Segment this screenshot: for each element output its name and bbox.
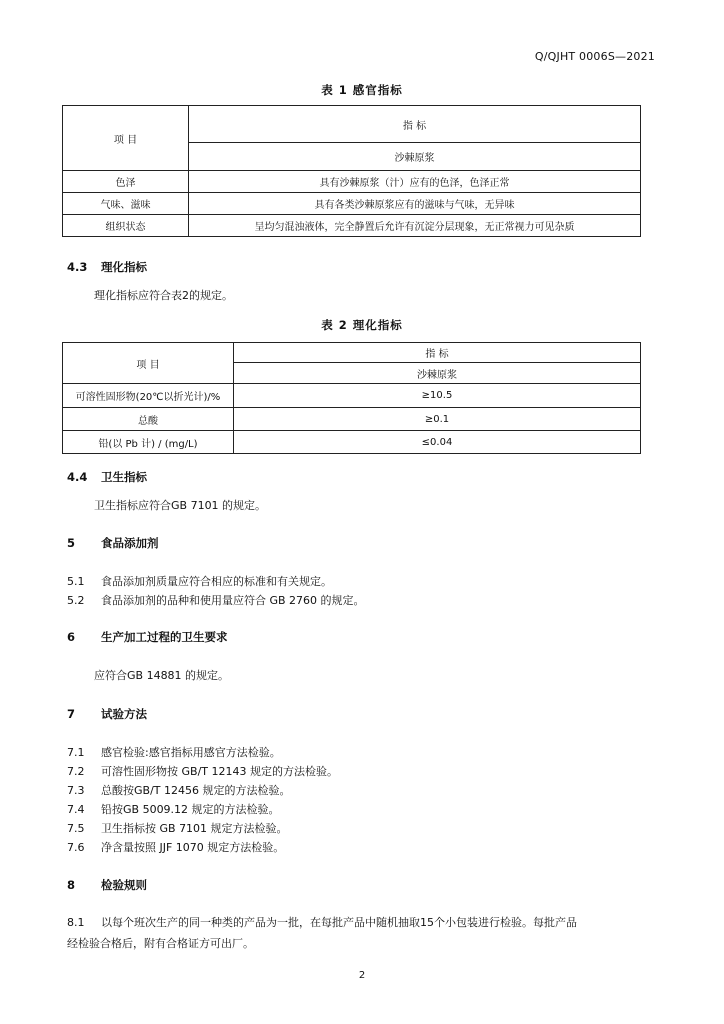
- list-item: [67, 782, 290, 798]
- section-7-heading: [67, 706, 147, 722]
- standard-code: Q/QJHT 0006S—2021: [534, 50, 655, 63]
- section-title: 食品添加剂: [101, 536, 159, 550]
- table-row: [63, 408, 641, 431]
- item-text: 卫生指标按 GB 7101 规定方法检验。: [101, 822, 288, 835]
- table2-cell-item: 可溶性固形物(20℃以折光计)/%: [63, 384, 234, 408]
- item-number: 7.1: [67, 746, 85, 759]
- section-title: 试验方法: [101, 707, 147, 721]
- item-number: 8.1: [67, 916, 85, 929]
- list-item: [67, 763, 338, 779]
- table2-cell-value: ≤0.04: [234, 431, 641, 454]
- section-number: 4.4: [67, 470, 88, 484]
- table1-cell-value: 具有各类沙棘原浆应有的滋味与气味，无异味: [189, 193, 641, 215]
- table-row: [63, 431, 641, 454]
- item-text: 净含量按照 JJF 1070 规定方法检验。: [101, 841, 285, 854]
- section-4-4-heading: [67, 469, 147, 485]
- section-title: 生产加工过程的卫生要求: [101, 630, 228, 644]
- section-number: 6: [67, 630, 76, 644]
- table1-cell-value: 具有沙棘原浆（汁）应有的色泽，色泽正常: [189, 171, 641, 193]
- item-text: 以每个班次生产的同一种类的产品为一批，在每批产品中随机抽取15个小包装进行检验。每批产品: [101, 916, 577, 929]
- table-row: [63, 215, 641, 237]
- section-6-text: 应符合GB 14881 的规定。: [94, 669, 230, 682]
- item-text: 可溶性固形物按 GB/T 12143 规定的方法检验。: [101, 765, 338, 778]
- item-number: 7.4: [67, 803, 85, 816]
- section-4-3-heading: [67, 259, 147, 275]
- item-number: 7.5: [67, 822, 85, 835]
- item-text: 食品添加剂质量应符合相应的标准和有关规定。: [101, 575, 332, 588]
- table1-cell-item: 色泽: [63, 171, 189, 193]
- list-item: [67, 820, 288, 836]
- section-6-heading: [67, 629, 228, 645]
- table2-header-item: 项 目: [63, 343, 234, 384]
- item-number: 7.3: [67, 784, 85, 797]
- table2-header-sub: 沙棘原浆: [234, 363, 641, 384]
- item-text: 总酸按GB/T 12456 规定的方法检验。: [101, 784, 291, 797]
- list-item: [67, 839, 284, 855]
- item-text: 铅按GB 5009.12 规定的方法检验。: [101, 803, 280, 816]
- table2-cell-value: ≥10.5: [234, 384, 641, 408]
- section-number: 4.3: [67, 260, 88, 274]
- section-8-1-line2: 经检验合格后，附有合格证方可出厂。: [67, 937, 254, 950]
- table2-physicochemical: [62, 342, 641, 454]
- table1-cell-item: 气味、滋味: [63, 193, 189, 215]
- page-number: 2: [358, 970, 366, 981]
- table2-cell-item: 总酸: [63, 408, 234, 431]
- item-number: 5.2: [67, 594, 85, 607]
- list-item: [67, 592, 365, 608]
- table2-cell-item: 铅(以 Pb 计) / (mg/L): [63, 431, 234, 454]
- table2-cell-value: ≥0.1: [234, 408, 641, 431]
- table2-caption: 表 2 理化指标: [321, 318, 403, 332]
- table1-caption: 表 1 感官指标: [321, 83, 403, 97]
- item-number: 5.1: [67, 575, 85, 588]
- table-row: [63, 384, 641, 408]
- item-text: 食品添加剂的品种和使用量应符合 GB 2760 的规定。: [101, 594, 365, 607]
- table1-cell-value: 呈均匀混浊液体，完全静置后允许有沉淀分层现象，无正常视力可见杂质: [189, 215, 641, 237]
- section-5-heading: [67, 535, 159, 551]
- table-row: [63, 193, 641, 215]
- list-item: [67, 744, 281, 760]
- list-item: [67, 573, 332, 589]
- item-text: 感官检验:感官指标用感官方法检验。: [101, 746, 281, 759]
- item-number: 7.6: [67, 841, 85, 854]
- section-title: 理化指标: [101, 260, 147, 274]
- list-item: [67, 801, 280, 817]
- section-title: 检验规则: [101, 878, 147, 892]
- section-4-3-text: 理化指标应符合表2的规定。: [94, 289, 233, 302]
- section-4-4-text: 卫生指标应符合GB 7101 的规定。: [94, 499, 267, 512]
- table1-header-sub: 沙棘原浆: [189, 143, 641, 171]
- section-8-1-line1: [67, 914, 667, 930]
- section-8-heading: [67, 877, 147, 893]
- table1-cell-item: 组织状态: [63, 215, 189, 237]
- section-number: 8: [67, 878, 76, 892]
- section-number: 7: [67, 707, 76, 721]
- table1-sensory: [62, 105, 641, 237]
- table2-header-index: 指 标: [234, 343, 641, 363]
- table1-header-index: 指 标: [189, 106, 641, 143]
- table1-header-item: 项 目: [63, 106, 189, 171]
- item-number: 7.2: [67, 765, 85, 778]
- section-number: 5: [67, 536, 76, 550]
- table-row: [63, 171, 641, 193]
- section-title: 卫生指标: [101, 470, 147, 484]
